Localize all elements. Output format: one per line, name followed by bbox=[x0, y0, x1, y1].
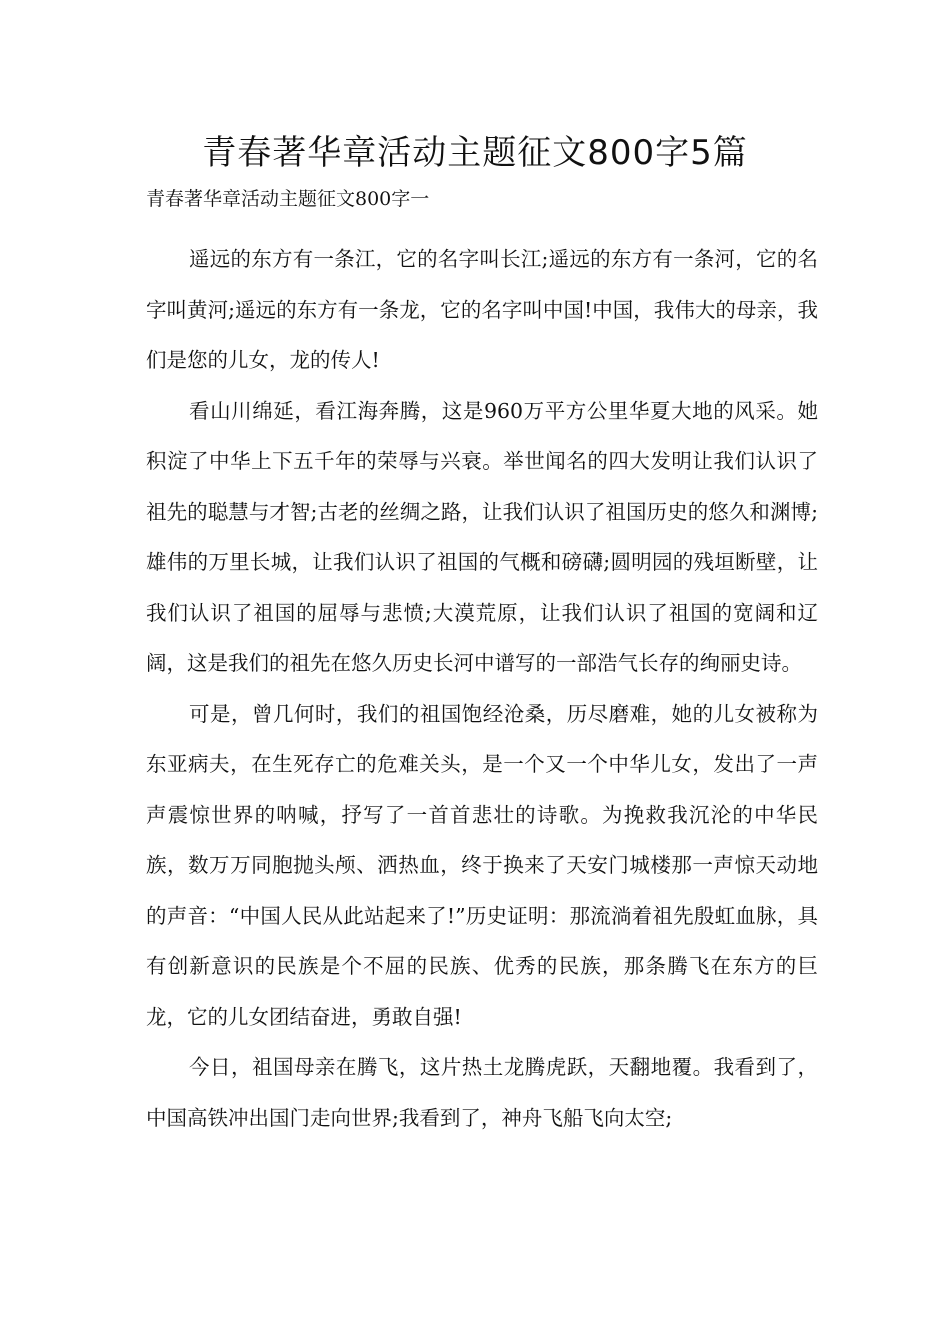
document-subtitle: 青春著华章活动主题征文800字一 bbox=[146, 188, 430, 210]
document-body bbox=[146, 234, 818, 1143]
document-title: 青春著华章活动主题征文800字5篇 bbox=[202, 133, 748, 173]
paragraph-4: 今日，祖国母亲在腾飞，这片热土龙腾虎跃，天翻地覆。我看到了，中国高铁冲出国门走向世界;我看到了，神舟飞船飞向太空; bbox=[146, 1055, 818, 1130]
paragraph-2: 看山川绵延，看江海奔腾，这是960万平方公里华夏大地的风采。她积淀了中华上下五千年的荣辱与兴衰。举世闻名的四大发明让我们认识了祖先的聪慧与才智;古老的丝绸之路，让我们认识了祖国历史的悠久和渊博;雄伟的万里长城，让我们认识了祖国的气概和磅礴;圆明园的残垣断壁，让我们认识了祖国的屈辱与悲愤;大漠荒原，让我们认识了祖国的宽阔和辽阔，这是我们的祖先在悠久历史长河中谱写的一部浩气长存的绚丽史诗。 bbox=[146, 398, 818, 675]
paragraph-1: 遥远的东方有一条江，它的名字叫长江;遥远的东方有一条河，它的名字叫黄河;遥远的东方有一条龙，它的名字叫中国!中国，我伟大的母亲，我们是您的儿女，龙的传人! bbox=[146, 247, 818, 372]
paragraph-3: 可是，曾几何时，我们的祖国饱经沧桑，历尽磨难，她的儿女被称为东亚病夫，在生死存亡的危难关头，是一个又一个中华儿女，发出了一声声震惊世界的呐喊，抒写了一首首悲壮的诗歌。为挽救我沉沦的中华民族，数万万同胞抛头颅、洒热血，终于换来了天安门城楼那一声惊天动地的声音：“中国人民从此站起来了!”历史证明：那流淌着祖先殷虹血脉，具有创新意识的民族是个不屈的民族、优秀的民族，那条腾飞在东方的巨龙，它的儿女团结奋进，勇敢自强! bbox=[146, 701, 818, 1029]
